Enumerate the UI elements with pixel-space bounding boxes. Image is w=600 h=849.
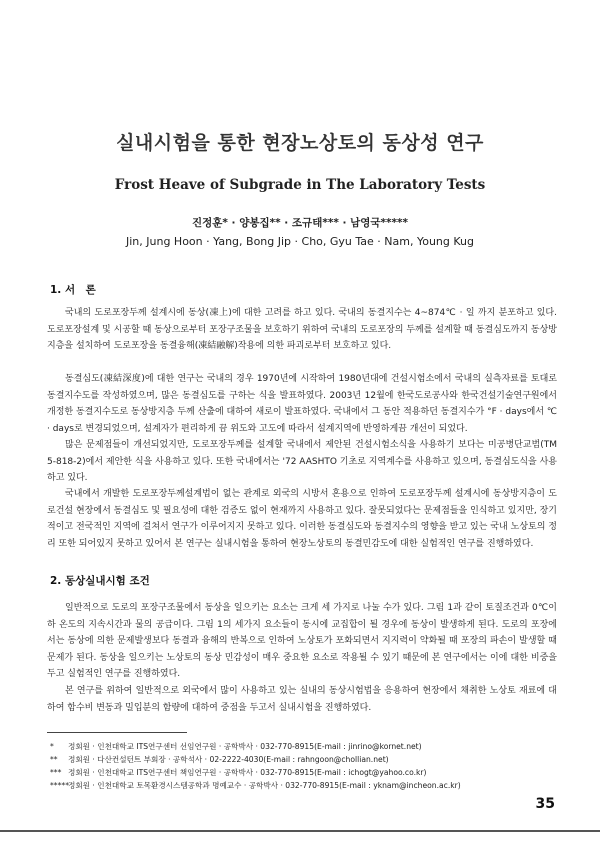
footnote xyxy=(50,767,427,779)
paper-title-korean: 실내시험을 통한 현장노상토의 동상성 연구 xyxy=(116,132,484,154)
footnote-divider xyxy=(47,732,187,733)
section-1-heading: 1. 서 론 xyxy=(50,284,96,296)
footnote-text: 정회원 · 인천대학교 ITS연구센터 선임연구원 · 공학박사 · 032-770-8915(E-mail : jinrino@kornet.net) xyxy=(68,742,422,751)
footnote-text: 정회원 · 인천대학교 ITS연구센터 책임연구원 · 공학박사 · 032-770-8915(E-mail : ichogt@yahoo.co.kr) xyxy=(68,768,427,777)
section-1-paragraph: 많은 문제점들이 개선되었지만, 도로포장두께를 설계할 국내에서 제안된 건설시험소식을 사용하기 보다는 미공병단교범(TM 5-818-2)에서 제안한 식을 사용하고 있다. 또한 국내에서는 '72 AASHTO 기초로 지역계수를 사용하고 있으며, 동결심도식을 사용하고 있다. xyxy=(47,440,557,483)
section-2-heading: 2. 동상실내시험 조건 xyxy=(50,575,150,587)
section-1-paragraph: 국내에서 개발한 도로포장두께설계법이 없는 관계로 외국의 시방서 혼용으로 인하여 도로포장두께 설계시에 동상방지층이 도로건설 현장에서 동결심도 및 필요성에 대한 검증도 없이 현재까지 사용하고 있다. 잘못되었다는 문제점들을 인식하고 있지만, 장기적이고 전국적인 지역에 걸쳐서 연구가 이루어지지 못하고 있다. 이러한 동결심도와 동결지수의 영향을 받고 있는 국내 노상토의 정리 또한 되어있지 못하고 있어서 본 연구는 실내시험을 통하여 현장노상토의 동결민감도에 대한 실험적인 연구를 진행하였다. xyxy=(47,489,557,549)
authors-korean: 진정훈* · 양봉집** · 조규태*** · 남영국***** xyxy=(191,217,408,229)
footnote-mark: ** xyxy=(50,755,58,764)
paper-title-english: Frost Heave of Subgrade in The Laboratory Tests xyxy=(114,177,486,193)
footnote xyxy=(50,741,422,753)
footnote-mark: *** xyxy=(50,768,62,777)
footnote xyxy=(50,754,389,766)
authors-english: Jin, Jung Hoon · Yang, Bong Jip · Cho, Gyu Tae · Nam, Young Kug xyxy=(126,235,474,248)
footnote xyxy=(50,780,461,792)
footnote-mark: * xyxy=(50,742,54,751)
section-2-paragraph: 일반적으로 도로의 포장구조물에서 동상을 일으키는 요소는 크게 세 가지로 나눌 수가 있다. 그림 1과 같이 토질조건과 0℃이하 온도의 지속시간과 물의 공급이다. 그림 1의 세가지 요소들이 동시에 교집합이 될 경우에 동상이 발생하게 된다. 도로의 포장에서는 동상에 의한 문제발생보다 동결과 융해의 반복으로 인하여 노상토가 포화되면서 지지력이 약화될 때 포장의 파손이 발생할 때 문제가 된다. 동상을 일으키는 노상토의 동상 민감성이 매우 중요한 요소로 작용될 수 있기 때문에 본 연구에서는 이에 대한 비중을 두고 실험적인 연구를 진행하였다. xyxy=(47,603,557,679)
page-bottom-rule xyxy=(0,830,600,832)
section-1-paragraph: 국내의 도로포장두께 설계시에 동상(凍上)에 대한 고려를 하고 있다. 국내의 동결지수는 4~874℃ · 일 까지 분포하고 있다. 도로포장설계 및 시공할 때 동상으로부터 포장구조물을 보호하기 위하여 국내의 도로포장의 두께를 설계할 때 동결심도까지 동상방지층을 설치하여 도로포장을 동결융해(凍結融解)작용에 의한 파괴로부터 보호하고 있다. xyxy=(47,308,557,351)
footnote-mark: ***** xyxy=(50,781,69,790)
section-1-paragraph: 동결심도(凍結深度)에 대한 연구는 국내의 경우 1970년에 시작하여 1980년대에 건설시험소에서 국내의 실측자료를 토대로 동결지수도를 작성하였으며, 많은 동결심도를 구하는 식을 발표하였다. 2003년 12월에 한국도로공사와 한국건설기술연구원에서 개정한 동결지수도로 동상방지층 두께 산출에 대하여 새로이 발표하였다. 국내에서 그 동안 적용하던 동결지수가 °F · days에서 ℃ · days로 변경되었으며, 설계자가 편리하게 끔 위도와 고도에 따라서 설계지역에 반영하게끔 개선이 되었다. xyxy=(47,374,557,434)
section-2-paragraph: 본 연구를 위하여 일반적으로 외국에서 많이 사용하고 있는 실내의 동상시험법을 응용하여 현장에서 채취한 노상토 재료에 대하여 함수비 변동과 밀입분의 함량에 대하여 중점을 두고서 실내시험을 진행하였다. xyxy=(47,686,557,713)
footnote-text: 정회원 · 다산컨설턴트 부회장 · 공학석사 · 02-2222-4030(E-mail : rahngoon@chollian.net) xyxy=(68,755,389,764)
page-number: 35 xyxy=(535,796,555,812)
footnote-text: 정회원 · 인천대학교 토목환경시스템공학과 명예교수 · 공학박사 · 032-770-8915(E-mail : yknam@incheon.ac.kr) xyxy=(68,781,461,790)
